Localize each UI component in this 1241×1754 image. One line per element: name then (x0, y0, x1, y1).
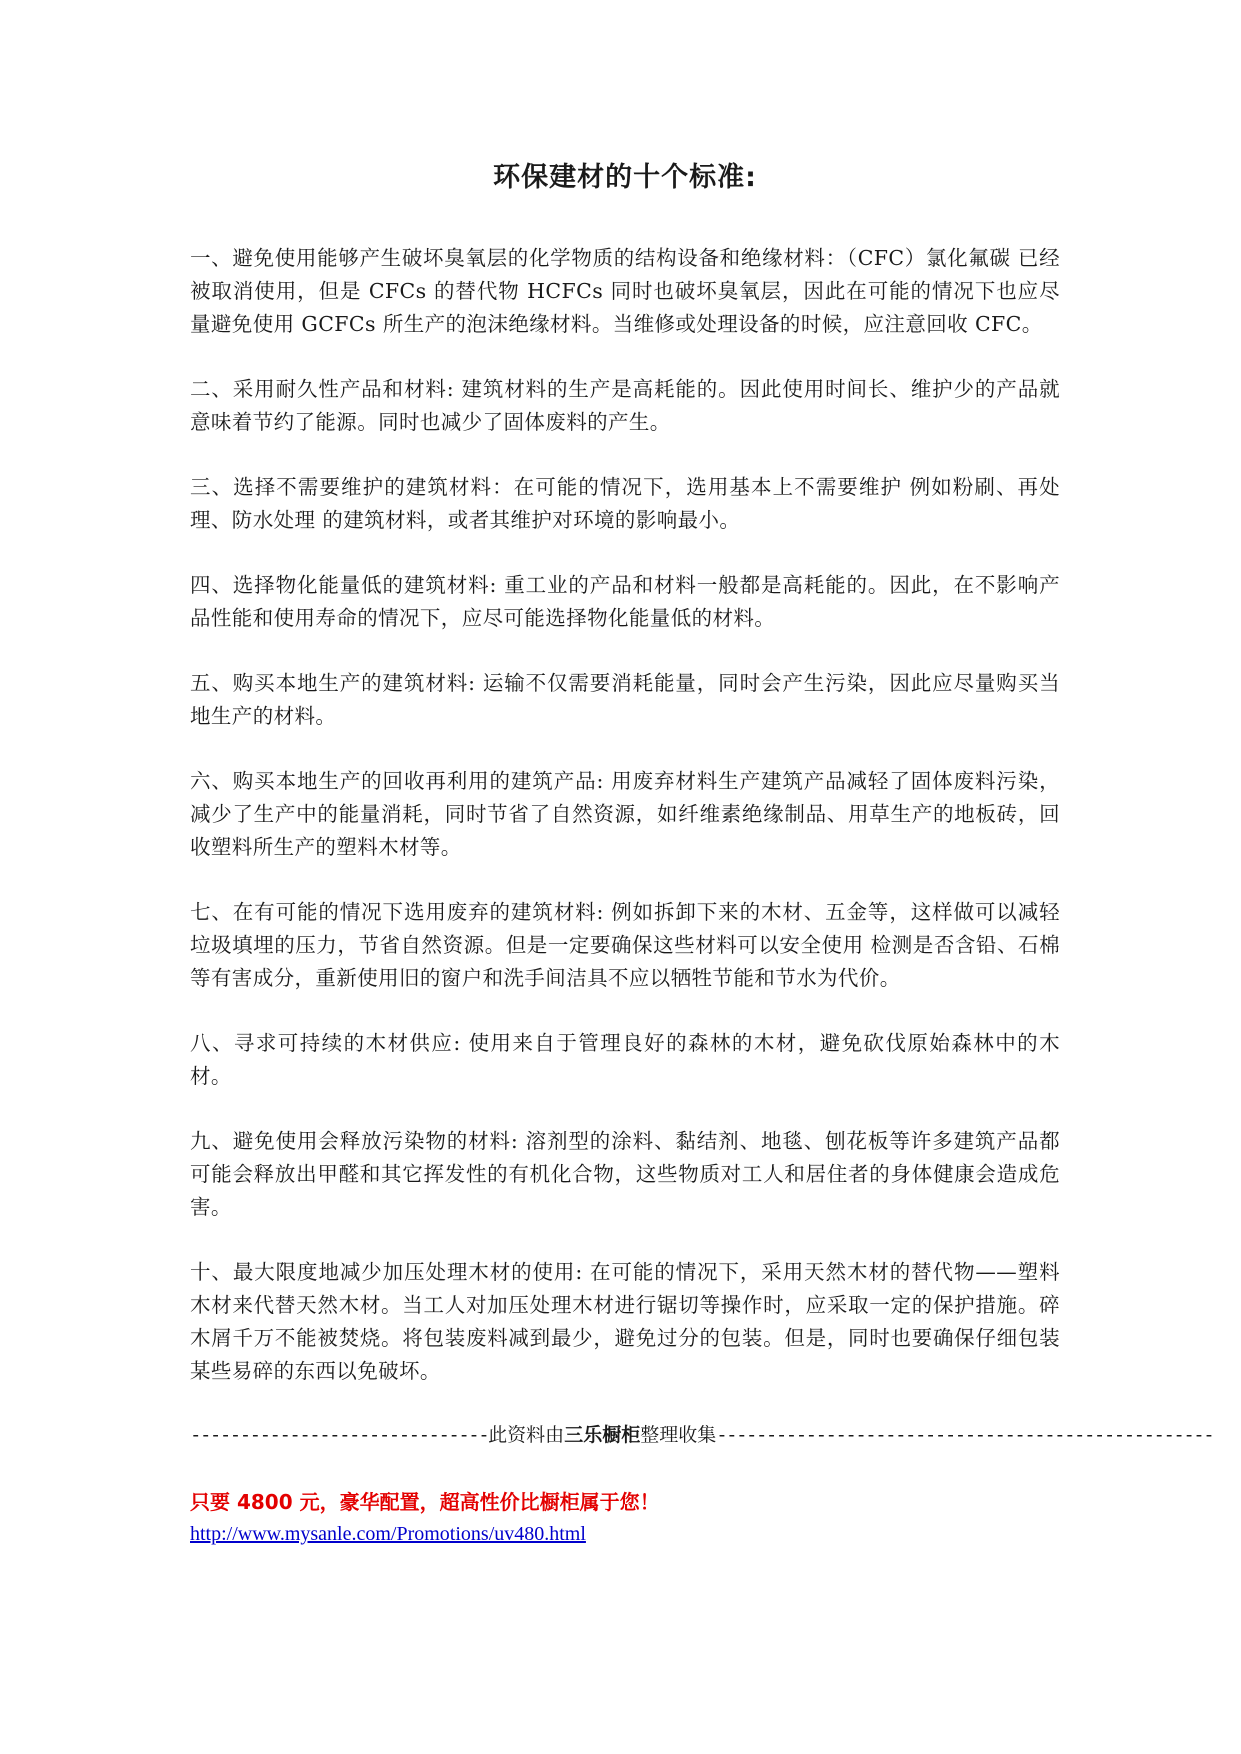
promo-link[interactable]: http://www.mysanle.com/Promotions/uv480.html (190, 1523, 586, 1545)
paragraph-9: 九、避免使用会释放污染物的材料: 溶剂型的涂料、黏结剂、地毯、刨花板等许多建筑产品都可能会释放出甲醛和其它挥发性的有机化合物，这些物质对工人和居住者的身体健康会造成危害。 (190, 1129, 1060, 1219)
paragraph-5: 五、购买本地生产的建筑材料: 运输不仅需要消耗能量，同时会产生污染，因此应尽量购买当地生产的材料。 (190, 671, 1060, 728)
paragraph-10: 十、最大限度地减少加压处理木材的使用: 在可能的情况下，采用天然木材的替代物——塑料木材来代替天然木材。当工人对加压处理木材进行锯切等操作时，应采取一定的保护措施。碎木屑千万不能被焚烧。将包装废料减到最少，避免过分的包装。但是，同时也要确保仔细包装某些易碎的东西以免破坏。 (190, 1260, 1060, 1383)
paragraph-8: 八、寻求可持续的木材供应: 使用来自于管理良好的森林的木材，避免砍伐原始森林中的木材。 (190, 1031, 1060, 1088)
paragraph-6: 六、购买本地生产的回收再利用的建筑产品: 用废弃材料生产建筑产品减轻了固体废料污染，减少了生产中的能量消耗，同时节省了自然资源，如纤维素绝缘制品、用草生产的地板砖，回收塑料所生产的塑料木材等。 (190, 769, 1060, 859)
paragraph-3: 三、选择不需要维护的建筑材料：在可能的情况下，选用基本上不需要维护 例如粉刷、再处理、防水处理 的建筑材料，或者其维护对环境的影响最小。 (190, 475, 1060, 532)
document-title: 环保建材的十个标准: (493, 162, 757, 193)
divider-right-dashes: -------------------------------------------------- (716, 1424, 1214, 1446)
divider-prefix: 此资料由 (488, 1424, 565, 1446)
divider-suffix: 整理收集 (640, 1424, 717, 1446)
document-page (190, 158, 1214, 1550)
paragraph-7: 七、在有可能的情况下选用废弃的建筑材料: 例如拆卸下来的木材、五金等，这样做可以减轻垃圾填埋的压力，节省自然资源。但是一定要确保这些材料可以安全使用 检测是否含铅、石棉等有害成分，重新使用旧的窗户和洗手间洁具不应以牺牲节能和节水为代价。 (190, 900, 1060, 990)
promo-text: 只要 4800 元，豪华配置，超高性价比橱柜属于您！ (190, 1490, 660, 1514)
divider-left-dashes: ------------------------------ (190, 1424, 489, 1446)
divider-brand: 三乐橱柜 (564, 1424, 641, 1446)
source-divider (190, 1420, 1214, 1450)
paragraph-2: 二、采用耐久性产品和材料: 建筑材料的生产是高耗能的。因此使用时间长、维护少的产品就意味着节约了能源。同时也减少了固体废料的产生。 (190, 377, 1060, 434)
paragraph-1: 一、避免使用能够产生破坏臭氧层的化学物质的结构设备和绝缘材料：（CFC）氯化氟碳 已经被取消使用，但是 CFCs 的替代物 HCFCs 同时也破坏臭氧层，因此在可能的情况下也应尽量避免使用 GCFCs 所生产的泡沫绝缘材料。当维修或处理设备的时候，应注意回收 CFC。 (190, 246, 1060, 336)
paragraph-4: 四、选择物化能量低的建筑材料: 重工业的产品和材料一般都是高耗能的。因此，在不影响产品性能和使用寿命的情况下，应尽可能选择物化能量低的材料。 (190, 573, 1060, 630)
